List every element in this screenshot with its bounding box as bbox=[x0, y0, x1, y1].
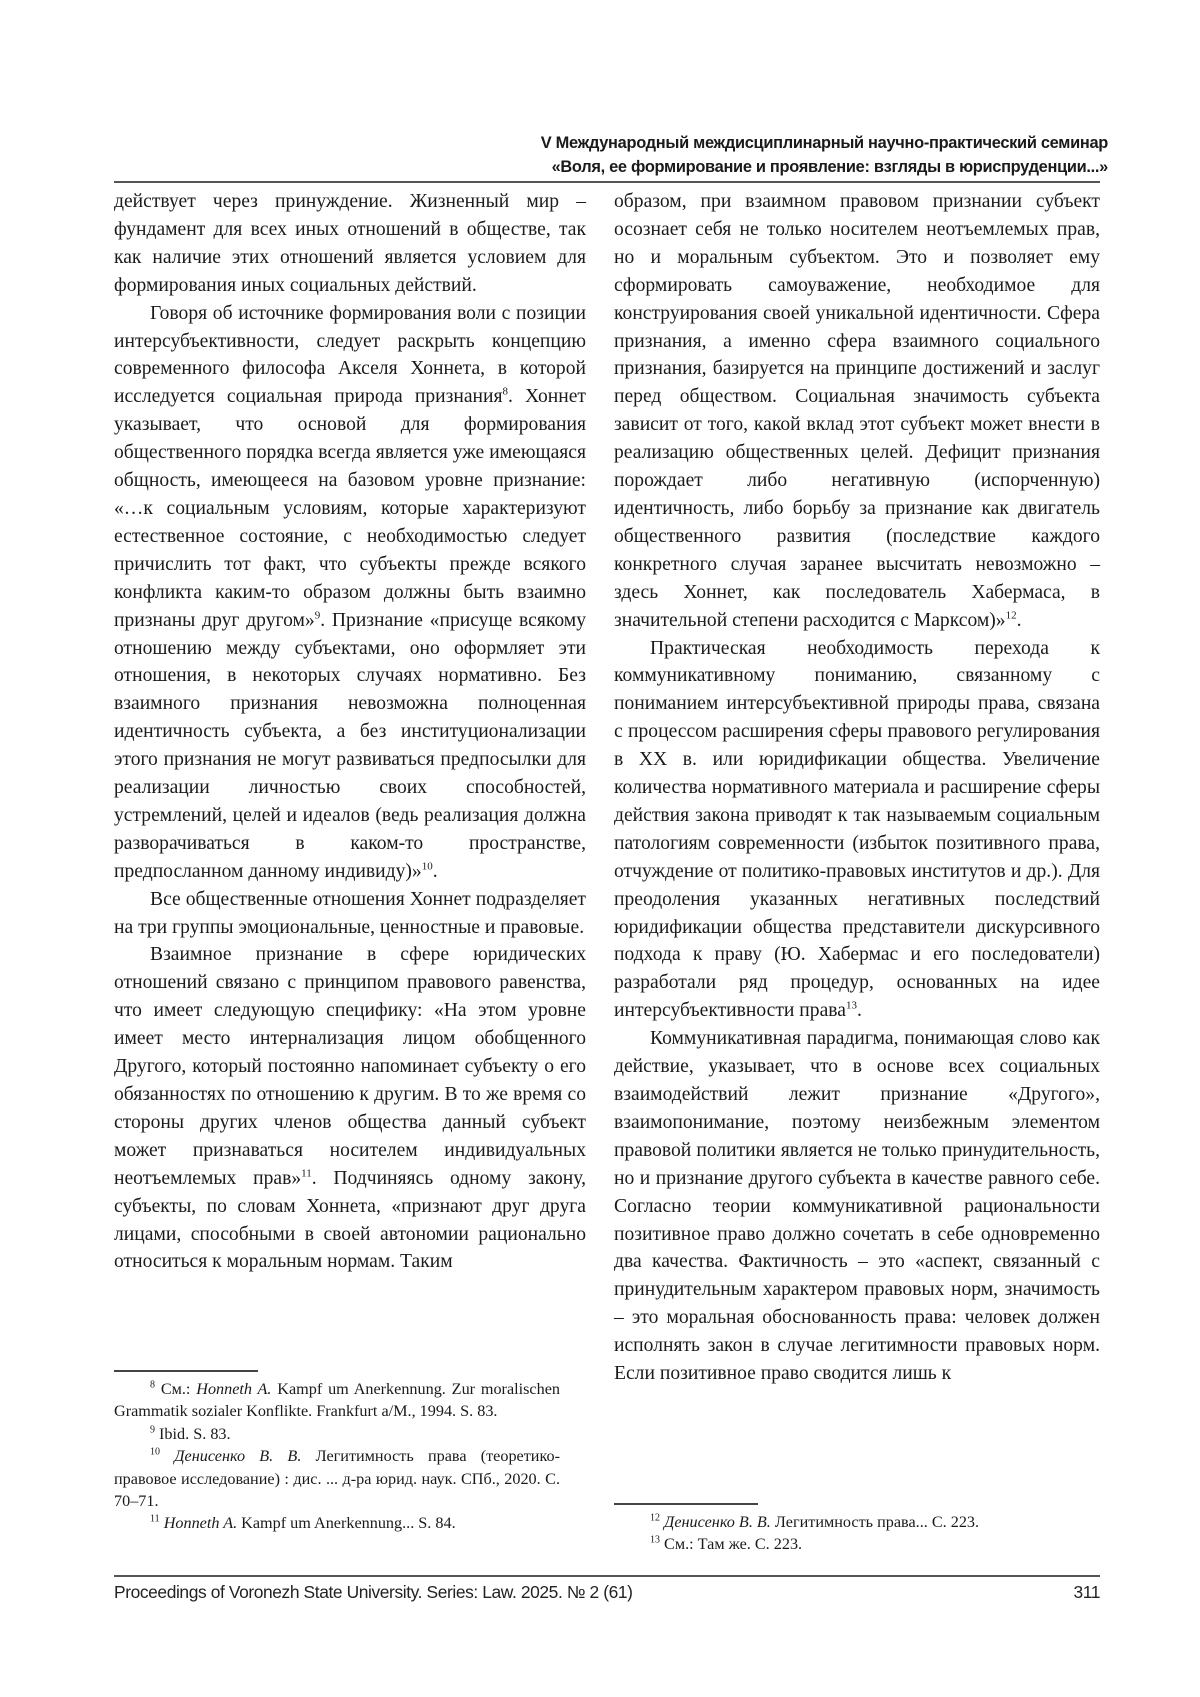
footnote-number: 13 bbox=[650, 1535, 660, 1547]
running-head bbox=[541, 131, 1108, 179]
paragraph bbox=[114, 886, 586, 942]
journal-citation: Proceedings of Voronezh State University. Series: Law. 2025. № 2 (61) bbox=[114, 1582, 633, 1602]
footnote bbox=[614, 1533, 1100, 1555]
page-number: 311 bbox=[1073, 1582, 1100, 1602]
left-column bbox=[114, 188, 586, 1276]
text-run: образом, при взаимном правовом признании субъект осознает себя не только носителем неотъемлемых прав, но и моральным субъектом. Это и позволяет ему сформировать самоуважение, необходимое для конструирования своей уникальной идентичности. Сфера признания, а именно сфера взаимного социального признания, базируется на принципе достижений и заслуг перед обществом. Социальная значимость субъекта зависит от того, какой вклад этот субъект может внести в реализацию общественных целей. Дефицит признания порождает либо негативную (испорченную) идентичность, либо борьбу за признание как двигатель общественного развития (последствие каждого конкретного случая заранее высчитать невозможно – здесь Хоннет, как последователь Хабермаса, в значительной степени расходится с Марксом)» bbox=[614, 191, 1100, 631]
footnote-divider-left bbox=[114, 1370, 258, 1372]
paragraph bbox=[114, 300, 586, 886]
running-head-line-1: V Международный междисциплинарный научно-практический семинар bbox=[540, 134, 1108, 152]
text-run: Взаимное признание в сфере юридических отношений связано с принципом правового равенства, что имеет следующую специфику: «На этом уровне имеет место интернализация лицом обобщенного Другого, который постоянно напоминает субъекту о его обязанностях по отношению к другим. В то же время со стороны других членов общества данный субъект может признаваться носителем индивидуальных неотъемлемых прав» bbox=[114, 944, 586, 1189]
footnote-ref: 12 bbox=[1005, 609, 1017, 622]
paragraph bbox=[614, 635, 1100, 1026]
footnote-number: 10 bbox=[150, 1446, 160, 1458]
footnotes-right bbox=[614, 1511, 1100, 1556]
text-run: Все общественные отношения Хоннет подразделяет на три группы эмоциональные, ценностные и правовые. bbox=[114, 888, 586, 938]
paragraph bbox=[114, 188, 586, 300]
text-run: . bbox=[1016, 609, 1022, 631]
footnote-number: 12 bbox=[650, 1512, 660, 1524]
text-run: См.: Там же. С. 223. bbox=[664, 1535, 803, 1554]
footnote-ref: 10 bbox=[421, 860, 433, 873]
footnote bbox=[114, 1512, 560, 1534]
paragraph bbox=[614, 1025, 1100, 1388]
footnote bbox=[114, 1423, 560, 1445]
header-divider bbox=[114, 181, 1100, 183]
text-run: Ibid. S. 83. bbox=[159, 1424, 231, 1443]
text-run: действует через принуждение. Жизненный мир – фундамент для всех иных отношений в обществе, так как наличие этих отношений является условием для формирования иных социальных действий. bbox=[114, 191, 586, 296]
author-name: Денисенко В. В. bbox=[664, 1513, 771, 1531]
footnote-ref: 13 bbox=[845, 999, 857, 1012]
text-run: Легитимность права (теоретико-правовое исследование) : дис. ... д-ра юрид. наук. СПб., 2020. С. 70–71. bbox=[114, 1447, 561, 1511]
author-name: Honneth A. bbox=[163, 1514, 238, 1533]
text-run: Говоря об источнике формирования воли с позиции интерсубъективности, следует раскрыть концепцию современного философа Акселя Хоннета, в которой исследуется социальная природа признания bbox=[114, 302, 586, 408]
footnote-number: 9 bbox=[150, 1424, 155, 1436]
footnote-ref: 8 bbox=[502, 385, 509, 398]
text-run: . Хоннет указывает, что основой для формирования общественного порядка всегда является уже имеющаяся общность, имеющееся на базовом уровне признание: «…к социальным условиям, которые характеризуют естественное состояние, с необходимостью следует причислить тот факт, что субъекты прежде всякого конфликта каким-то образом должны быть взаимно признаны друг другом» bbox=[114, 386, 586, 631]
text-run: Легитимность права... С. 223. bbox=[770, 1513, 980, 1531]
footnote-divider-right bbox=[614, 1503, 758, 1505]
footnote-ref: 9 bbox=[314, 609, 321, 622]
text-run: . Признание «присуще всякому отношению между субъектами, оно оформляет эти отношения, в некоторых случаях нормативно. Без взаимного признания невозможна полноценная идентичность субъекта, а без институционализации этого признания не могут развиваться предпосылки для реализации личностью своих способностей, устремлений, целей и идеалов (ведь реализация должна разворачиваться в каком-то пространстве, предпосланном данному индивиду)» bbox=[114, 609, 587, 882]
footnotes-left bbox=[114, 1378, 560, 1535]
text-run: Коммуникативная парадигма, понимающая слово как действие, указывает, что в основе всех социальных взаимодействий лежит признание «Другого», взаимопонимание, поэтому неизбежным элементом правовой политики является не только принудительность, но и признание другого субъекта в качестве равного себе. Согласно теории коммуникативной рациональности позитивное право должно сочетать в себе одновременно два качества. Фактичность – это «аспект, связанный с принудительным характером правовых норм, значимость – это моральная обоснованность права: человек должен исполнять закон в случае легитимности правовых норм. Если позитивное право сводится лишь к bbox=[614, 1028, 1100, 1385]
author-name: Денисенко В. В. bbox=[174, 1447, 302, 1466]
paragraph bbox=[114, 941, 586, 1276]
running-head-line-2: «Воля, ее формирование и проявление: взгляды в юриспруденции...» bbox=[551, 158, 1108, 176]
paragraph bbox=[614, 188, 1100, 635]
text-run: Практическая необходимость перехода к коммуникативному пониманию, связанному с пониманием интерсубъективной природы права, связана с процессом расширения сферы правового регулирования в XX в. или юридификации общества. Увеличение количества нормативного материала и расширение сферы действия закона приводят к так называемым социальным патологиям современности (избыток позитивного права, отчуждение от политико-правовых институтов и др.). Для преодоления указанных негативных последствий юридификации общества представители дискурсивного подхода к праву (Ю. Хабермас и его последователи) разработали ряд процедур, основанных на идее интерсубъективности права bbox=[614, 637, 1100, 1022]
author-name: Honneth A. bbox=[196, 1380, 272, 1398]
text-run: Kampf um Anerkennung... S. 84. bbox=[237, 1514, 456, 1533]
footnote bbox=[114, 1378, 560, 1423]
right-column bbox=[614, 188, 1100, 1388]
footnote bbox=[614, 1511, 1100, 1533]
text-run: Kampf um Anerkennung. Zur moralischen Grammatik sozialer Konflikte. Frankfurt a/M., 1994. S. 83. bbox=[114, 1380, 560, 1421]
footer-divider bbox=[114, 1575, 1100, 1577]
footnote-number: 11 bbox=[150, 1514, 160, 1526]
footnote-ref: 11 bbox=[301, 1167, 312, 1180]
text-run: . bbox=[432, 860, 438, 882]
footnote-number: 8 bbox=[150, 1379, 155, 1391]
footnote bbox=[114, 1445, 560, 1512]
text-run: См.: bbox=[160, 1380, 197, 1398]
text-run: . Подчиняясь одному закону, субъекты, по словам Хоннета, «признают друг друга лицами, способными в своей автономии рационально относиться к моральным нормам. Таким bbox=[114, 1167, 586, 1273]
text-run: . bbox=[856, 1000, 862, 1022]
page-footer bbox=[114, 1580, 1100, 1604]
